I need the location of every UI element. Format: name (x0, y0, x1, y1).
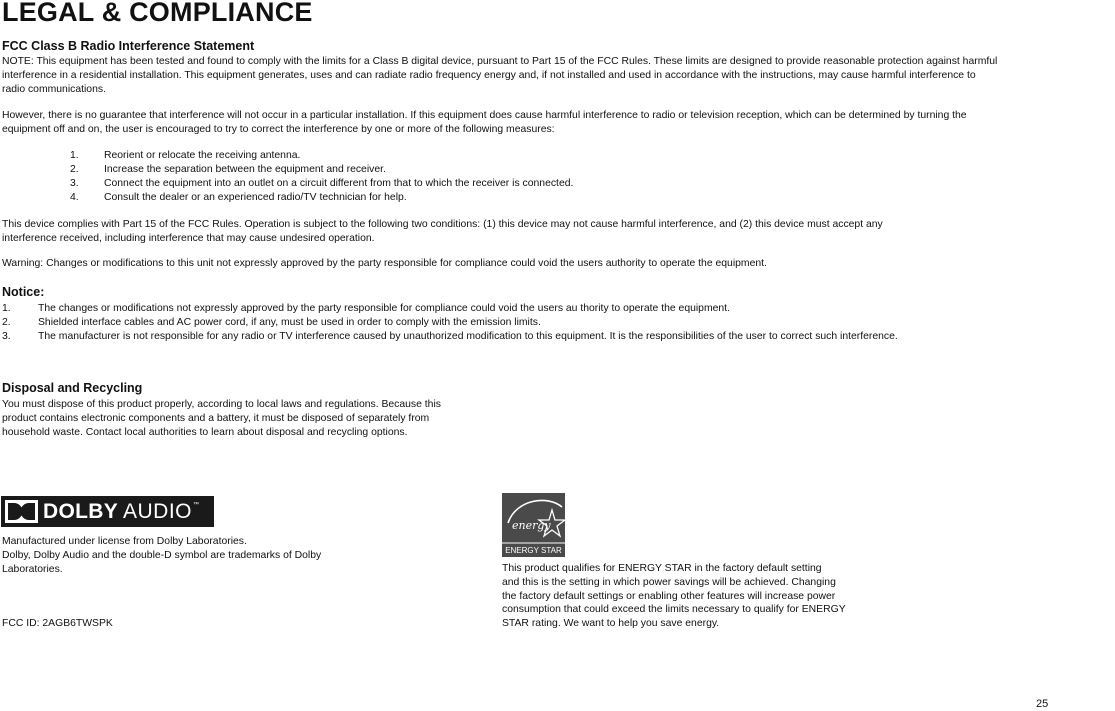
fcc-note-line: radio communications. (2, 83, 106, 95)
list-number: 3. (2, 331, 11, 342)
list-item (2, 316, 1012, 330)
fcc-however-paragraph (2, 109, 967, 137)
dolby-logo-word: DOLBY (43, 500, 118, 523)
energy-star-logo (502, 493, 565, 557)
disposal-line: You must dispose of this product properly, according to local laws and regulations. Because this (2, 399, 441, 410)
fcc-part15-line: interference received, including interference that may cause undesired operation. (2, 232, 375, 244)
list-text: Connect the equipment into an outlet on a circuit different from that to which the receiver is connected. (104, 178, 574, 189)
list-number: 2. (70, 164, 79, 175)
dolby-audio-logo (1, 496, 214, 527)
list-text: Increase the separation between the equipment and receiver. (104, 164, 386, 175)
fcc-note-line: NOTE: This equipment has been tested and found to comply with the limits for a Class B digital device, pursuant to Part 15 of the FCC Rules. These limits are designed to provide reasonable protection against harmful (2, 56, 998, 67)
list-item (2, 302, 1012, 316)
fcc-however-line: equipment off and on, the user is encouraged to try to correct the interference by one or more of the following measures: (2, 123, 555, 135)
list-number: 3. (70, 178, 79, 189)
list-item (70, 149, 670, 163)
dolby-paragraph (2, 535, 321, 576)
energy-line: and this is the setting in which power savings will be achieved. Changing (502, 576, 836, 588)
dolby-logo-audio: AUDIO (123, 500, 193, 523)
list-text: Consult the dealer or an experienced radio/TV technician for help. (104, 192, 407, 203)
fcc-note-paragraph (2, 55, 997, 96)
list-item (2, 330, 1012, 344)
dolby-line: Laboratories. (2, 563, 63, 575)
notice-list (2, 302, 1012, 344)
dolby-double-d-icon (5, 500, 38, 523)
fcc-part15-line: This device complies with Part 15 of the FCC Rules. Operation is subject to the following two conditions: (1) this device may not cause harmful interference, and (2) this device must accept any (2, 219, 883, 230)
fcc-id: FCC ID: 2AGB6TWSPK (2, 618, 113, 629)
energy-star-paragraph (502, 562, 846, 631)
list-number: 4. (70, 192, 79, 203)
fcc-heading: FCC Class B Radio Interference Statement (2, 39, 255, 53)
dolby-logo-trademark: ™ (193, 502, 200, 508)
disposal-line: household waste. Contact local authorities to learn about disposal and recycling options. (2, 426, 408, 438)
disposal-line: product contains electronic components and a battery, it must be disposed of separately from (2, 412, 430, 424)
dolby-line: Dolby, Dolby Audio and the double-D symbol are trademarks of Dolby (2, 549, 322, 561)
energy-logo-script: energy (512, 519, 551, 532)
notice-heading: Notice: (2, 285, 45, 299)
dolby-line: Manufactured under license from Dolby Laboratories. (2, 536, 247, 547)
page-number: 25 (1036, 698, 1049, 710)
list-item (70, 191, 670, 205)
energy-line: STAR rating. We want to help you save energy. (502, 618, 720, 630)
energy-line: the factory default settings or enabling other features will increase power (502, 590, 836, 602)
disposal-heading: Disposal and Recycling (2, 381, 143, 395)
list-number: 1. (2, 303, 11, 314)
energy-line: consumption that could exceed the limits necessary to qualify for ENERGY (502, 604, 846, 616)
list-text: The manufacturer is not responsible for any radio or TV interference caused by unauthorized modification to this equipment. It is the responsibilities of the user to correct such interference. (38, 331, 898, 342)
list-number: 2. (2, 317, 11, 328)
list-item (70, 163, 670, 177)
energy-logo-label: ENERGY STAR (505, 546, 562, 555)
fcc-however-line: However, there is no guarantee that interference will not occur in a particular installation. If this equipment does cause harmful interference to radio or television reception, which can be determined by turning the (2, 110, 967, 121)
fcc-part15-paragraph (2, 218, 883, 246)
disposal-paragraph (2, 398, 441, 439)
list-text: The changes or modifications not expressly approved by the party responsible for compliance could void the users au thority to operate the equipment. (38, 303, 730, 314)
fcc-warning: Warning: Changes or modifications to this unit not expressly approved by the party responsible for compliance could void the users authority to operate the equipment. (2, 258, 767, 269)
fcc-measures-list (70, 149, 670, 205)
list-text: Reorient or relocate the receiving antenna. (104, 150, 301, 161)
energy-line: This product qualifies for ENERGY STAR in the factory default setting (502, 563, 822, 574)
fcc-note-line: interference in a residential installation. This equipment generates, uses and can radiate radio frequency energy and, if not installed and used in accordance with the instructions, may cause harmful interference to (2, 69, 976, 81)
list-text: Shielded interface cables and AC power cord, if any, must be used in order to comply with the emission limits. (38, 317, 541, 328)
list-item (70, 177, 670, 191)
page-title: LEGAL & COMPLIANCE (2, 0, 313, 27)
list-number: 1. (70, 150, 79, 161)
